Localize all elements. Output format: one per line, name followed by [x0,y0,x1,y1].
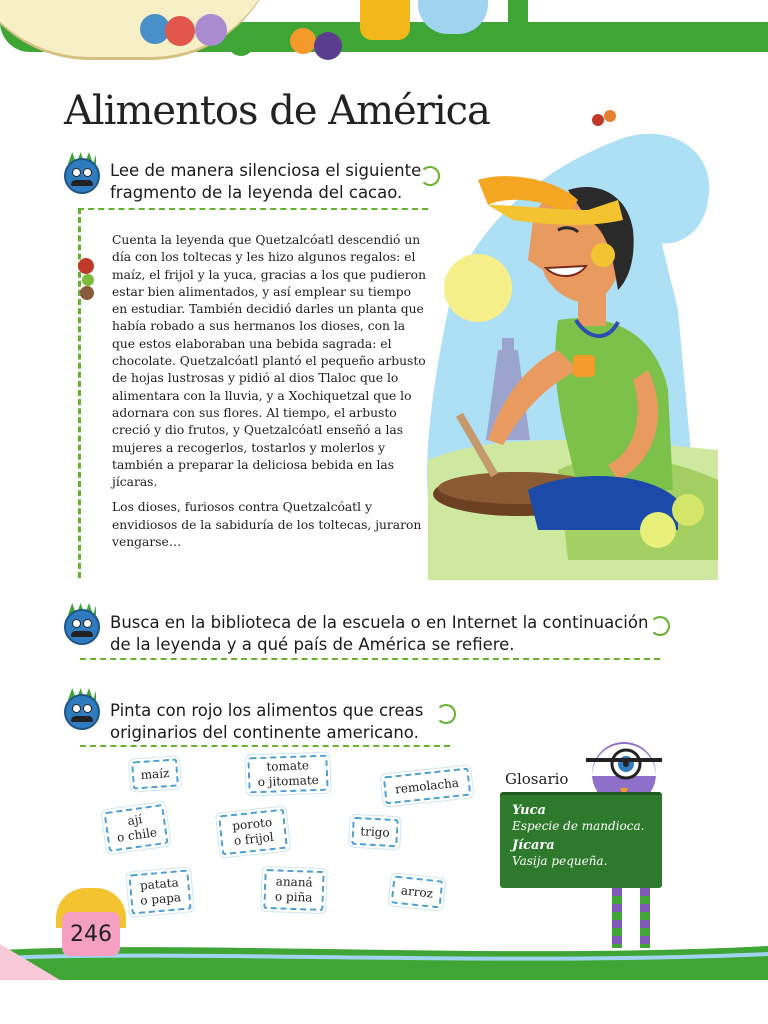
food-card-patata[interactable]: patata o papa [128,869,191,914]
divider [80,658,660,660]
divider [80,745,450,747]
page-number: 246 [62,912,120,956]
monster-icon [62,152,102,196]
page-title: Alimentos de América [64,88,490,134]
glossary-term: Yuca [512,803,546,818]
glossary-leg [640,888,650,948]
berry-icon [82,274,94,286]
food-card-maiz[interactable]: maíz [131,758,179,789]
berry-icon [80,286,94,300]
glossary-title: Glosario [505,770,569,788]
monster-icon [62,688,102,732]
quetzalcoatl-illustration [418,110,718,590]
top-decoration [0,0,768,70]
instruction-paint: Pinta con rojo los alimentos que creas originarios del continente americano. [110,701,424,742]
food-card-tomate[interactable]: tomate o jitomate [247,755,328,794]
food-card-poroto[interactable]: poroto o frijol [218,809,288,856]
legend-paragraph: Los dioses, furiosos contra Quetzalcóatl y envidiosos de la sabiduría de los toltecas, juraron vengarse… [112,500,422,550]
legend-paragraph: Cuenta la leyenda que Quetzalcóatl descendió un día con los toltecas y les hizo algunos regalos: el maíz, el frijol y la yuca, gracias a los que pudieron estar bien alimentados, y así emplear su tiempo en estudiar. También decidió darles un planta que había robado a sus hermanos los dioses, con la que estos elaboraban una bebida sagrada: el chocolate. Quetzalcóatl plantó el pequeño arbusto de hojas lustrosas y pidió al dios Tlaloc que lo alimentara con la lluvia, y a Xochiquetzal que lo adornara con sus flores. Al tiempo, el arbusto creció y dio frutos, y Quetzalcóatl enseñó a las mujeres a recogerlos, tostarlos y molerlos y también a preparar la deliciosa bebida en las jícaras. [112,233,426,490]
glossary-term: Jícara [512,838,555,853]
monster-icon [62,603,102,647]
food-card-remolacha[interactable]: remolacha [383,768,471,805]
berry-icon [78,258,94,274]
spiral-icon [436,704,456,724]
glossary-definition: Especie de mandioca. [512,819,645,833]
food-card-anana[interactable]: ananá o piña [263,869,324,911]
glossary-definition: Vasija pequeña. [512,854,608,868]
glossary-box [500,792,662,888]
glossary-leg [612,888,622,948]
instruction-search: Busca en la biblioteca de la escuela o en Internet la continuación de la leyenda y a qué país de América se refiere. [110,613,649,654]
food-card-trigo[interactable]: trigo [351,817,398,847]
food-card-aji[interactable]: ají o chile [104,804,169,852]
divider [78,208,428,210]
food-card-arroz[interactable]: arroz [391,875,444,908]
spiral-icon [650,616,670,636]
instruction-read: Lee de manera silenciosa el siguiente fragmento de la leyenda del cacao. [110,161,422,202]
legend-text [112,232,430,551]
